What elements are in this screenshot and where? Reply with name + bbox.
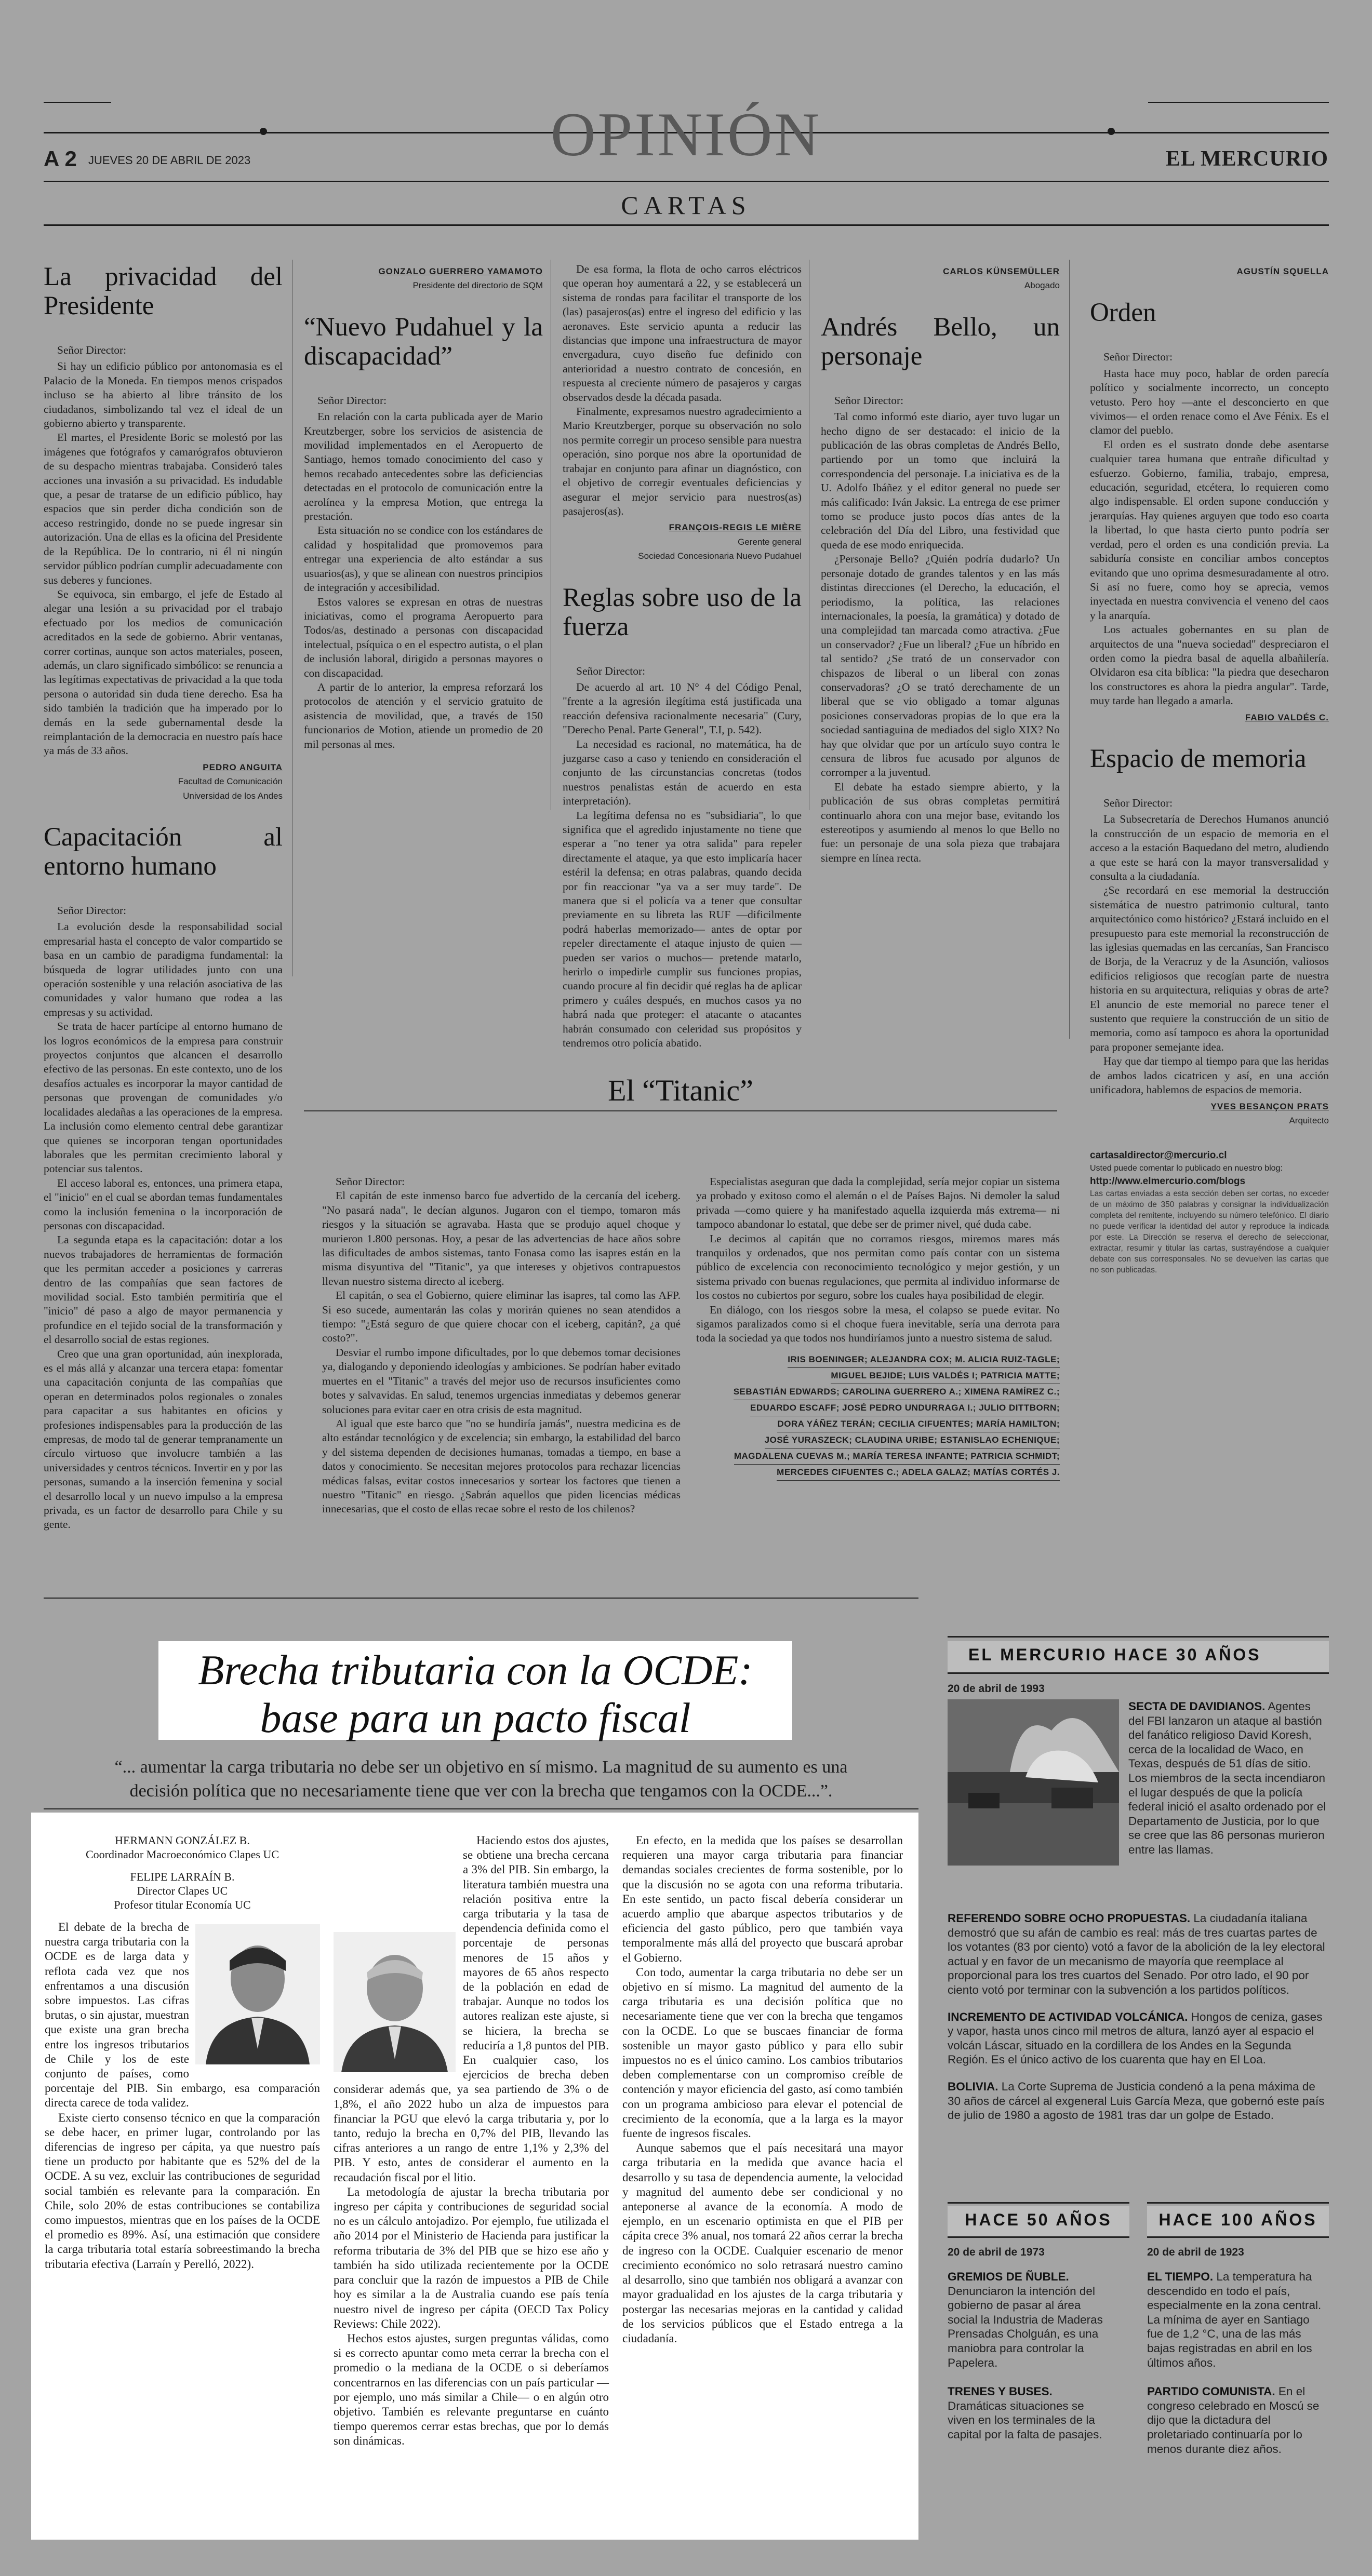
letter-title: “Nuevo Pudahuel y la discapacidad” [304,312,543,371]
sidebar-item [1147,2270,1324,2370]
ocde-paragraph: Con todo, aumentar la carga tributaria no debe ser un objetivo en sí mismo. La magnitud del aumento de la carga tributaria es una decisión política que no necesariamente tiene que ver con la brecha que tengamos con la OCDE. Lo que se buscaes financiar de forma sostenible un mayor gasto público y para ello subir impuestos no es el único camino. Los cambios tributarios deben complementarse con un compromiso creíble de contención y mayor eficiencia del gasto, así como también con un programa ambicioso para elevar el potencial de crecimiento de la economía, que a la larga es la mayor fuente de ingresos fiscales. [622,1965,903,2140]
ocde-paragraph: La metodología de ajustar la brecha tributaria por ingreso per cápita y contribuciones de seguridad social no es un cálculo antojadizo. Por ejemplo, fue utilizada el año 2014 por el Ministerio de Hacienda para justificar la reforma tributaria de 3% del PIB que se hizo ese año y también ha sido utilizada recientemente por la OCDE para concluir que la razón de impuestos a PIB de Chile hoy es similar a la de Australia cuando ese país tenía nuestro nivel de ingreso per cápita (OECD Tax Policy Reviews: Chile 2022). [334,2185,609,2330]
sidebar-item-text: La Corte Suprema de Justicia condenó a la pena máxima de 30 años de cárcel al exgeneral Luis García Meza, que gobernó este país de julio de 1980 a agosto de 1981 tras dar un golpe de Estado. [948,2079,1325,2122]
h100-bottom-rule [1147,2236,1329,2238]
letters-column-2 [304,262,543,752]
ocde-pull-quote: “... aumentar la carga tributaria no debe ser un objetivo en sí mismo. La magnitud de su aumento es una decisión política que no necesariamente tiene que ver con la brecha que tengamos con la OCDE...”. [114,1757,848,1801]
letter-signature: PEDRO ANGUITA [203,762,283,772]
letter-title: La privacidad del Presidente [44,262,283,320]
ocde-top-rule [44,1598,918,1599]
letter-title: Andrés Bello, un personaje [821,312,1060,371]
letter-signature: AGUSTÍN SQUELLA [1236,266,1329,276]
letter-salute: Señor Director: [1103,351,1173,364]
column-divider [1069,260,1070,1039]
letter-signature: FABIO VALDÉS C. [1245,712,1329,722]
letter-signature-sub: Universidad de los Andes [183,790,283,801]
author-role: Director Clapes UC [137,1884,228,1897]
letter-title: Espacio de memoria [1090,744,1307,773]
sidebar-item [948,1911,1329,1997]
signer-line: MAGDALENA CUEVAS M.; MARÍA TERESA INFANTE; PATRICIA SCHMIDT; [734,1448,1060,1465]
blog-note: Usted puede comentar lo publicado en nuestro blog: [1090,1163,1283,1173]
signer-line: MERCEDES CIFUENTES C.; ADELA GALAZ; MATÍAS CORTÉS J. [777,1465,1060,1481]
sidebar-items-50 [948,2270,1114,2442]
sidebar-heading-50: HACE 50 AÑOS [965,2210,1112,2229]
sidebar-item [948,2010,1329,2067]
letter-paragraph: El martes, el Presidente Boric se molestó por las imágenes que fotógrafos y camarógrafos obtuvieron de su despacho mientras trabajaba. Consideró tales acciones una invasión a su privacidad. Es indudable que, a pesar de tratarse de un edificio público, hay espacios que sin perder dicha condición son de acceso restringido, donde no se puede ingresar sin autorización. Una de ellas es la oficina del Presidente de la República. De lo contrario, ni él ni ningún servidor público podrían cumplir adecuadamente con sus deberes y funciones. [44,431,283,586]
letter-paragraph: Esta situación no se condice con los estándares de calidad y hospitalidad que promovemos para entregar una experiencia de alto estándar a sus usuarios(as), y que se alinean con nuestros principios de integración y accesibilidad. [304,524,543,594]
sidebar-header-rule [948,1672,1329,1674]
sidebar-item [948,2384,1114,2441]
letter-paragraph: Especialistas aseguran que dada la complejidad, sería mejor copiar un sistema ya probado y exitoso como el alemán o el de Países Bajos. Ni demoler la salud privada —como quiere y ha manifestado aquella izquierda más extrema— ni tampoco abandonar lo estatal, que debe ser de primer nivel, qué duda cabe. [696,1175,1060,1231]
ocde-paragraph: Hechos estos ajustes, surgen preguntas válidas, como si es correcto apuntar como meta cerrar la brecha con el promedio o la mediana de la OCDE o si deberíamos concentrarnos en las diferencias con un país particular —por ejemplo, uno más similar a Chile— o en algún otro objetivo. También es relevante preguntarse en cuánto tiempo queremos cerrar estas brechas, que por lo demás son dinámicas. [334,2331,609,2448]
letters-rules: Las cartas enviadas a esta sección deben ser cortas, no exceder de un máximo de 350 palabras y consignar la individualización completa del remitente, incluyendo su número telefónico. El diario no puede verificar la identidad del autor y reproduce la indicada por este. La Dirección se reserva el derecho de seleccionar, extractar, resumir y titular las cartas, sustrayéndose a cualquier debate con sus corresponsales. No se devuelven las cartas que no son publicadas. [1090,1189,1329,1275]
letter-salute: Señor Director: [336,1175,405,1188]
titanic-column-left [322,1175,681,1517]
letter-paragraph: En relación con la carta publicada ayer de Mario Kreutzberger, sobre los servicios de asistencia de movilidad implementados en el Aeropuerto de Santiago, hemos tomado conocimiento del caso y hemos recabado antecedentes sobre las deficiencias detectadas en el protocolo de comunicación entre la aerolínea y la empresa Motion, que entrega la prestación. [304,410,543,523]
section-title: OPINIÓN [550,100,822,169]
signer-line: IRIS BOENINGER; ALEJANDRA COX; M. ALICIA RUIZ-TAGLE; [788,1352,1060,1368]
titanic-title: El “Titanic” [608,1074,753,1107]
letter-paragraph: Hay que dar tiempo al tiempo para que las heridas de ambos lados cicatricen y así, en una acción unificadora, hablemos de espacios de memoria. [1090,1055,1329,1096]
sidebar-date-100: 20 de abril de 1923 [1147,2246,1244,2258]
ocde-paragraph: El debate de la brecha de nuestra carga tributaria con la OCDE es de larga data y reflota cada vez que nos enfrentamos a una discusión sobre impuestos. Las cifras brutas, o sin ajustar, muestran que existe una gran brecha entre los ingresos tributarios de Chile y los de este conjunto de países, como porcentaje del PIB. Sin embargo, esa comparación directa carece de toda validez. [45,1921,320,2110]
sidebar-item-text: Denunciaron la intención del gobierno de pasar al área social la Industria de Maderas Prensadas Cholguán, es una maniobra para controlar la Papelera. [948,2284,1103,2369]
signer-line: JOSÉ YURASZECK; CLAUDINA URIBE; ESTANISLAO ECHENIQUE; [765,1432,1060,1448]
letter-paragraph: ¿Se recordará en ese memorial la destrucción sistemática de nuestro patrimonio cultural, tanto arquitectónico como histórico? ¿Estará incluido en el presupuesto para este memorial la reconstrucción de las iglesias quemadas en las cercanías, San Francisco de Borja, de la Veracruz y de la Asunción, valiosos edificios religiosos que recogían parte de nuestra historia en su arquitectura, reliquias y obras de arte? El anuncio de este memorial no parece tener el sustento que requiere la construcción de un sitio de memoria, como así tampoco es ahora la oportunidad para proponer semejante idea. [1090,884,1329,1053]
h50-bottom-rule [948,2236,1129,2238]
letters-column-4 [821,262,1060,865]
letter-signature-sub: Abogado [1024,280,1060,291]
letter-paragraph: Le decimos al capitán que no corramos riesgos, miremos mares más tranquilos y ordenados, que nos permitan como país contar con un sistema público de excelencia con reconocimiento tecnológico y mejor gestión, y un sistema privado con buenas regulaciones, que permita al individuo informarse de los costos no cubiertos por seguro, sobre los cuales haya posibilidad de elegir. [696,1232,1060,1302]
ocde-paragraph: En efecto, en la medida que los países se desarrollan requieren una mayor carga tributaria para financiar demandas sociales crecientes de forma sostenible, por lo que la discusión no se agota con una reforma tributaria. En este sentido, un pacto fiscal debería considerar un acuerdo amplio que abarque aspectos tributarios y de eficiencia del gasto público, pero que también vaya temporalmente más allá del proyecto que buscará aprobar el Gobierno. [622,1834,903,1964]
ocde-column-1 [45,1833,320,2272]
h100-header-box [1147,2206,1329,2236]
letter-signature-sub: Presidente del directorio de SQM [412,280,543,291]
ocde-column-3 [622,1833,903,2346]
letter-salute: Señor Director: [57,904,127,917]
letter-paragraph: Desviar el rumbo impone dificultades, por lo que debemos tomar decisiones ya, dialogando y deponiendo ideologías y ambiciones. Se podrían haber evitado muertes en el "Titanic" a través del mejor uso de recursos insuficientes como botes y salvavidas. En salud, tenemos urgencias inmediatas y debemos generar soluciones para evitar caer en otra crisis de esta magnitud. [322,1346,681,1416]
author-photo-gonzalez [195,1924,320,2064]
letter-paragraph: Estos valores se expresan en otras de nuestras iniciativas, como el programa Aeropuerto para Todos/as, destinado a personas con discapacidad intelectual, psíquica o en el espectro autista, o el plan de inclusión laboral, dirigido a personas mayores o con discapacidad. [304,595,543,679]
letter-signature: GONZALO GUERRERO YAMAMOTO [378,266,543,276]
portrait-icon [334,1932,456,2072]
letter-paragraph: Hasta hace muy poco, hablar de orden parecía político y socialmente incorrecto, un concepto vetusto. Pero hoy —ante el desconcierto en que vivimos— el orden renace como el Ave Fénix. Es el clamor del pueblo. [1090,367,1329,437]
letter-salute: Señor Director: [1103,796,1173,809]
letter-salute: Señor Director: [576,664,646,677]
h50-header-box [948,2206,1129,2236]
sidebar-item-lead: EL TIEMPO. [1147,2270,1214,2283]
letter-title: Reglas sobre uso de la fuerza [563,583,802,641]
masthead-bottom-rule [44,224,1329,226]
letter-paragraph: A partir de lo anterior, la empresa reforzará los protocolos de atención y el servicio gratuito de asistencia de movilidad, que, a través de 150 funcionarios de Motion, atiende un promedio de 20 mil personas al mes. [304,680,543,750]
ocde-article-body [31,1813,918,2540]
signer-line: MIGUEL BEJIDE; LUIS VALDÉS I; PATRICIA MATTE; [831,1368,1060,1384]
sidebar-item-text: En el congreso celebrado en Moscú se dijo que la dictadura del proletariado continuaría por lo menos durante diez años. [1147,2385,1320,2456]
letter-signature-sub: Arquitecto [1289,1115,1329,1125]
letter-paragraph: Los actuales gobernantes en su plan de arquitectos de una "nueva sociedad" despreciaron el orden como la piedra basal de aquella albañilería. Olvidaron esa cita bíblica: "la piedra que desecharon los constructores es ahora la piedra angular". Tarde, muy tarde han llegado a amarla. [1090,623,1329,707]
letter-signature: YVES BESANÇON PRATS [1210,1101,1329,1111]
signer-line: EDUARDO ESCAFF; JOSÉ PEDRO UNDURRAGA I.; JULIO DITTBORN; [750,1400,1060,1416]
letter-paragraph: Al igual que este barco que "no se hundiría jamás", nuestra medicina es de alto estándar tecnológico y de excelencia; sin embargo, la estabilidad del barco y del sistema dependen de decisiones humanas, tomadas a tiempo, en base a datos y conocimiento. Se necesitan mejores protocolos para rechazar licencias médicas falsas, evitar costos innecesarios y sortear los factores que tienen a nuestro "Titanic" en riesgo. ¿Sabrán aquellos que piden licencias médicas innecesarias, que el costo de ellas recae sobre el resto de los chilenos? [322,1417,681,1515]
sidebar-photo [948,1699,1119,1866]
letter-paragraph: La segunda etapa es la capacitación: dotar a los nuevos trabajadores de herramientas de formación que les permitan acceder a posiciones y carreras dentro de las compañías que sean factores de movilidad social. Esto también permitiría que el "inicio" dé paso a algo de mayor permanencia y profundice en el tejido social de la transformación y el desarrollo social de estas regiones. [44,1233,283,1346]
letter-signature-sub: Facultad de Comunicación [178,776,283,787]
sidebar-item [1147,2384,1324,2456]
sidebar-item-lead: SECTA DE DAVIDIANOS. [1128,1700,1266,1713]
sidebar-date-30: 20 de abril de 1993 [948,1683,1045,1695]
letter-paragraph: La legítima defensa no es "subsidiaria", lo que significa que el agredido injustamente no tiene que esperar a "no tener ya otra salida" para repeler directamente el ataque, ya que esto implicaría hacer estéril la defensa; en otras palabras, quando decida por fin reaccionar "ya va a ser muy tarde". De manera que si el policía va a tener que consultar previamente en su libreta las RUF —dificilmente podrá haberlas memorizado— antes de optar por repeler directamente el ataque injusto de quien —pueden ser varios o muchos— pretende matarlo, herirlo o impedirle cumplir sus funciones propias, cuando procure al fin decidir qué reglas ha de aplicar primero y cuáles después, en muchos casos ya no habrá nada que proteger: el atacante o atacantes habrán consumado con celeridad sus propósitos y tendremos otro policía abatido. [563,809,802,1050]
sidebar-item-lead: INCREMENTO DE ACTIVIDAD VOLCÁNICA. [948,2010,1188,2023]
letter-signature-sub: Sociedad Concesionaria Nuevo Pudahuel [638,551,802,561]
issue-date: JUEVES 20 DE ABRIL DE 2023 [88,154,251,167]
ocde-quote-box [44,1751,918,1803]
letter-paragraph: La necesidad es racional, no matemática, ha de juzgarse caso a caso y teniendo en consideración el conjunto de las circunstancias concretas (todos nuestros penalistas están de acuerdo en esta interpretación). [563,737,802,808]
subsection-title: CARTAS [621,191,751,220]
ocde-paragraph: Existe cierto consenso técnico en que la comparación se debe hacer, en primer lugar, controlando por las diferencias de ingreso per cápita, ya que nuestro país tiene un producto por habitante que es 52% del de la OCDE. A su vez, excluir las contribuciones de seguridad social también es relevante para la comparación. En Chile, solo 20% de estas contribuciones se contabiliza como impuestos, mientras que en los países de la OCDE el promedio es 89%. Así, una estimación que considere la carga tributaria total estaría sobreestimando la brecha tributaria efectiva (Larraín y Perelló, 2022). [45,2111,320,2271]
sidebar-header-box [948,1641,1329,1672]
sidebar-items-30 [948,1911,1329,2123]
letter-paragraph: Se equivoca, sin embargo, el jefe de Estado al alegar una lesión a su privacidad por el trabajo efectuado por los medios de comunicación acreditados en la sede de gobierno. Abrir ventanas, correr cortinas, aunque son actos materiales, poseen, además, un claro significado simbólico: se renuncia a las legítimas expectativas de privacidad a la que toda persona o autoridad sin duda tiene derecho. Esa ha sido también la tradición que ha imperado por lo demás en la sede gubernamental desde la reimplantación de la democracia en nuestro país hace ya más de 33 años. [44,587,283,757]
sidebar-item [948,2079,1329,2123]
sidebar-item [948,2270,1114,2370]
author-name: FELIPE LARRAÍN B. [130,1870,235,1883]
ocde-paragraph: Aunque sabemos que el país necesitará una mayor carga tributaria en la medida que avance hacia el desarrollo y su tasa de dependencia aumente, la velocidad y magnitud del aumento debe ser condicional y no anteponerse al avance de la economía. A modo de ejemplo, en un escenario optimista en que el PIB per cápita crece 3% anual, nos tomará 22 años cerrar la brecha de ingreso con la OCDE. Cualquier escenario de menor crecimiento económico no solo retrasará nuestro camino al desarrollo, sino que también nos obligará a avanzar con mayor gradualidad en los ajustes de la carga tributaria y postergar las necesarias mejoras en la cantidad y calidad de los servicios públicos que el Estado entrega a la ciudadanía. [622,2141,903,2345]
letter-paragraph: Finalmente, expresamos nuestro agradecimiento a Mario Kreutzberger, porque su observación no solo nos permite corregir un proceso sensible para nuestra operación, sino porque nos abre la oportunidad de trabajar en conjunto para afinar un diagnóstico, con el objetivo de corregir eventuales deficiencias y asegurar el mejor servicio para nuestros(as) pasajeros(as). [563,405,802,517]
letter-paragraph: La Subsecretaría de Derechos Humanos anunció la construcción de un espacio de memoria en el acceso a la estación Baquedano del metro, aludiendo a que este se hará con la mayor transversalidad y consulta a la ciudadanía. [1090,813,1329,882]
sidebar-item-text: Agentes del FBI lanzaron un ataque al bastión del fanático religioso David Koresh, cerca de la localidad de Waco, en Texas, después de 51 días de sitio. Los miembros de la secta incendiaron el lugar después de que la policía federal inició el asalto ordenado por el Departamento de Justicia, por lo que se cree que las 86 personas murieron entre las llamas. [1128,1700,1326,1856]
signer-line: DORA YÁÑEZ TERÁN; CECILIA CIFUENTES; MARÍA HAMILTON; [777,1416,1060,1432]
sidebar-heading-100: HACE 100 AÑOS [1158,2210,1317,2229]
sidebar-item-text: Hongos de ceniza, gases y vapor, hasta unos cinco mil metros de altura, lanzó ayer al espacio el volcán Láscar, situado en la cordillera de los Andes en la Segunda Región. Es el único activo de los cuarenta que hay en El Loa. [948,2010,1323,2067]
sidebar-item-lead: TRENES Y BUSES. [948,2385,1053,2398]
sidebar-item-text: La temperatura ha descendido en todo el país, especialmente en la zona central. La mínima de ayer en Santiago fue de 1,2 °C, una de las más bajas registradas en abril en los últimos años. [1147,2270,1322,2369]
signer-line: SEBASTIÁN EDWARDS; CAROLINA GUERRERO A.; XIMENA RAMÍREZ C.; [734,1384,1060,1400]
sidebar-heading-30: EL MERCURIO HACE 30 AÑOS [968,1645,1261,1664]
ocde-title-box [158,1641,792,1740]
letter-paragraph: Se trata de hacer partícipe al entorno humano de los logros económicos de la empresa para construir proyectos conjuntos que alcancen el desarrollo efectivo de las personas. En este contexto, uno de los desafíos actuales es incorporar la mayor cantidad de personas que provengan de comunidades y/o localidades aledañas a las operaciones de la empresa. La inclusión como elemento central debe garantizar que quienes se incorporan tengan oportunidades laborales que les permitan crecimiento laboral y potenciar sus talentos. [44,1020,283,1175]
contact-email[interactable]: cartasaldirector@mercurio.cl [1090,1150,1227,1161]
sidebar-top-rule [948,1636,1329,1638]
ocde-quote-rule [44,1808,918,1809]
letter-paragraph: Creo que una gran oportunidad, aún inexplorada, es el más allá y alcanzar una tercera etapa: fomentar una capacitación conjunta de las compañías que operan en determinados polos regionales o zonales para capacitar a sus habitantes en oficios y profesiones indispensables para la producción de las empresas, de modo tal de generar tempranamente un círculo virtuoso que involucre también a las universidades y centros técnicos. Invertir en y por las personas, sumando a la inserción femenina y social el desarrollo local y un nuevo impulso a la empresa privada, es un factor de desarrollo para Chile y su gente. [44,1347,283,1531]
letter-paragraph: La evolución desde la responsabilidad social empresarial hasta el concepto de valor compartido se basa en un cambio de paradigma fundamental: la búsqueda de lograr utilidades junto con una operación sostenible y una relación asociativa de las comunidades y valor humano que rodea a las empresas y su actividad. [44,920,283,1018]
letter-paragraph: Si hay un edificio público por antonomasia es el Palacio de la Moneda. En tiempos menos crispados incluso se ha abierto al libre tránsito de los ciudadanos, simbolizando tal vez el ideal de un gobierno abierto y transparente. [44,360,283,430]
letter-paragraph: El capitán, o sea el Gobierno, quiere eliminar las isapres, tal como las AFP. Si eso sucede, aumentarán las colas y morirán quienes no sean atendidos a tiempo: "¿Está seguro de que quiere chocar con el iceberg, capitán?, ¿a qué costo?". [322,1289,681,1345]
ocde-paragraph: Haciendo estos dos ajustes, se obtiene una brecha cercana a 3% del PIB. Sin embargo, la literatura también muestra una relación positiva entre la carga tributaria y la tasa de dependencia definida como el porcentaje de personas menores de 15 años y mayores de 65 años respecto de la población en edad de trabajar. Aunque no todos los autores realizan este ajuste, si se hiciera, la brecha se reduciría a 1,8 puntos del PIB. En cualquier caso, los ejercicios de brecha deben considerar además que, ya sea partiendo de 3% o de 1,8%, el año 2022 hubo un alza de impuestos para financiar la PGU que elevó la carga tributaria y, por lo tanto, redujo la brecha en 0,7% del PIB, llevando las cifras anteriores a un rango de entre 1,1% y 2,3% del PIB. Y esto, antes de considerar el aumento en la recaudación fiscal por el litio. [334,1834,609,2184]
blog-link[interactable]: http://www.elmercurio.com/blogs [1090,1175,1246,1187]
letter-paragraph: De acuerdo al art. 10 N° 4 del Código Penal, "frente a la agresión ilegítima está justificada una reacción defensiva racionalmente necesaria" (Cury, "Derecho Penal. Parte General", T.I, p. 542). [563,680,802,736]
letter-salute: Señor Director: [57,344,127,356]
letter-signature: CARLOS KÜNSEMÜLLER [943,266,1060,276]
letter-signature: FRANÇOIS-REGIS LE MIÈRE [669,522,802,533]
sidebar-item-lead: GREMIOS DE ÑUBLE. [948,2270,1069,2283]
letter-paragraph: El debate ha estado siempre abierto, y la publicación de sus obras completas permitirá continuarlo ahora con una mejor base, evitando los estereotipos y asumiendo al menos lo que Bello no fue: un personaje de una sola pieza que trabajara siempre en línea recta. [821,780,1060,864]
ocde-title-line2: base para un pacto fiscal [260,1694,691,1741]
ocde-title-line1: Brecha tributaria con la OCDE: [198,1646,753,1694]
titanic-rule [304,1110,1057,1111]
author-photo-larrain [334,1932,456,2072]
letters-column-3 [563,262,802,1051]
letter-paragraph: De esa forma, la flota de ocho carros eléctricos que operan hoy aumentará a 22, y se establecerá un sistema de rondas para facilitar el transporte de los (las) pasajeros(as) entre el ingreso del edificio y las aeronaves. Este servicio apunta a reducir las distancias que impone una infraestructura de mayor envergadura, cuyo diseño fue definido con anterioridad a nuestro contrato de concesión, en respuesta al creciente número de pasajeros y cargas observados desde la década pasada. [563,263,802,404]
letter-paragraph: ¿Personaje Bello? ¿Quién podría dudarlo? Un personaje dotado de grandes talentos y en las más distintas direcciones (el Derecho, la educación, el periodismo, la política, las relaciones internacionales, la poesía, la gramática) y dotado de una complejidad tan marcada como atractiva. ¿Fue un conservador? ¿Fue un liberal? ¿Fue un híbrido en tal sentido? ¿Se trató de un conservador con chispazos de liberal o un liberal con zonas conservadoras? ¿O se trató derechamente de un liberal que se vio obligado a tomar algunas posiciones conservadoras propias de lo que era la sociedad santiaguina de mediados del siglo XIX? No hay que olvidar que por un artículo suyo contra le censura de libros fue acusado por algunos de corromper a la juventud. [821,553,1060,779]
letter-salute: Señor Director: [834,394,904,407]
letter-paragraph: El orden es el sustrato donde debe asentarse cualquier tarea humana que entrañe dificultad y esfuerzo. Gobierno, familia, trabajo, empresa, educación, seguridad, etcétera, lo requieren como algo indispensable. El orden supone conducción y jerarquías. Hay quienes arguyen que todo eso coarta la libertad, lo que hasta cierto punto podría ser verdad, pero el orden es una condición previa. La sabiduría consiste en conciliar ambos conceptos evitando que uno oprima desmesuradamente al otro. Si así no fuere, como hoy se aprecia, vemos inyectada en nuestra convivencia el veneno del caos y la anarquía. [1090,438,1329,622]
letter-paragraph: El acceso laboral es, entonces, una primera etapa, el "inicio" en el cual se abordan temas fundamentales como la inclusión femenina o la incorporación de personas con discapacidad. [44,1176,283,1232]
letters-column-5 [1090,262,1329,1276]
sidebar-item-lead: REFERENDO SOBRE OCHO PROPUESTAS. [948,1912,1191,1925]
page-number: A 2 [44,146,77,171]
titanic-column-right [696,1175,1060,1481]
author-role: Profesor titular Economía UC [114,1898,251,1911]
h50-top-rule [948,2202,1129,2204]
sidebar-items-100 [1147,2270,1324,2456]
letter-paragraph: El capitán de este inmenso barco fue advertido de la cercanía del iceberg. "No pasará nada", le decían algunos. Jugaron con el tiempo, tomaron más riesgos y la situación se agravaba. Hasta que se produjo aquel choque y murieron 1.800 personas. Hoy, a pesar de las advertencias de hace años sobre las dificultades de ambos sistemas, tanto Fonasa como las isapres están en la misma disyuntiva del "Titanic", ya que intereses y objetivos contrapuestos llevan nuestro sistema directo al iceberg. [322,1189,681,1287]
sidebar-photo-caption [1128,1699,1329,1857]
sidebar-item-text: Dramáticas situaciones se viven en los terminales de la capital por la falta de pasajes. [948,2399,1102,2441]
author-role: Coordinador Macroeconómico Clapes UC [85,1848,279,1861]
letter-paragraph: En diálogo, con los riesgos sobre la mesa, el colapso se puede evitar. No sigamos paralizados como si el choque fuera inevitable, sería una derrota para toda la sociedad ya que todos nos hundiríamos junto a nuestro sistema de salud. [696,1303,1060,1345]
sidebar-item-lead: BOLIVIA. [948,2079,998,2093]
fire-photo-icon [948,1699,1119,1866]
author-name: HERMANN GONZÁLEZ B. [115,1834,250,1847]
letter-title: Orden [1090,298,1156,328]
letters-column-1 [44,262,283,1532]
sidebar-date-50: 20 de abril de 1973 [948,2246,1045,2258]
letter-signature-sub: Gerente general [738,536,802,547]
sidebar-item-lead: PARTIDO COMUNISTA. [1147,2385,1275,2398]
newspaper-brand: EL MERCURIO [1165,147,1328,171]
ocde-column-2 [334,1833,609,2449]
letter-salute: Señor Director: [317,394,387,407]
masthead-mid-rule [44,181,1329,182]
letter-title: Capacitación al entorno humano [44,823,283,881]
letter-paragraph: Tal como informó este diario, ayer tuvo lugar un hecho digno de ser destacado: el inicio de la publicación de las obras completas de Andrés Bello, partiendo por un tomo que incluirá la correspondencia del personaje. La iniciativa es de la U. Adolfo Ibáñez y el editor general no puede ser más calificado: Iván Jaksic. La entrega de ese primer tomo se produce justo pocos días antes de la celebración del Día del Libro, una festividad que queda de ese modo enriquecida. [821,410,1060,551]
titanic-signers [696,1352,1060,1481]
portrait-icon [195,1924,320,2064]
sidebar-item-text: La ciudadanía italiana demostró que su afán de cambio es real: más de tres cuartas partes de los votantes (83 por ciento) votó a favor de la abolición de la ley electoral actual y en favor de un mecanismo de mayoría que reemplace al proporcional para los tres cuartos del Senado. Por otro lado, el 90 por ciento votó por terminar con la subvención a los partidos políticos. [948,1912,1325,1996]
h100-top-rule [1147,2202,1329,2204]
